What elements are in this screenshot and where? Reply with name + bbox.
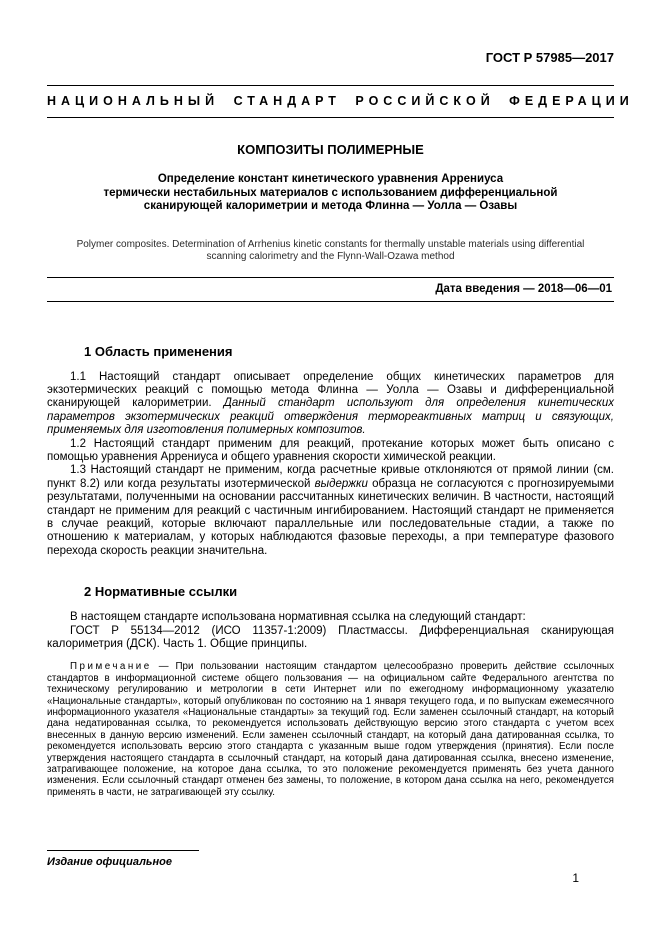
paragraph-1-1-italic: Данный стандарт используют для определения кинетических параметров экзотермических реакций отверждения термореактивных матриц и связующих, применяемых для изготовления полимерных композитов. <box>47 397 614 437</box>
title-russian-line-2: термически нестабильных материалов с использованием дифференциальной <box>103 186 558 199</box>
paragraph-1-3-part-b: образца не согласуются с прогнозируемыми результатами, полученными на основании рассчитанных кинетических величин. В частности, настоящий стандарт не применим для реакций с частичным ингибированием. Настоящий стандарт не применяется в случае реакций, которые включают параллельные или последовательные стадии, а также по отношению к материалам, у которых наблюдаются фазовые переходы, а при температуре фазового перехода скорость реакции значительна. <box>47 477 614 557</box>
paragraph-2-intro: В настоящем стандарте использована нормативная ссылка на следующий стандарт: <box>70 611 526 624</box>
title-english: Polymer composites. Determination of Arrhenius kinetic constants for thermally unstable materials using differential scanning calorimetry and the Flynn-Wall-Ozawa method <box>76 238 585 262</box>
page-number: 1 <box>572 871 579 885</box>
note-paragraph <box>47 661 614 798</box>
introduction-date: Дата введения — 2018—06—01 <box>435 282 612 295</box>
paragraph-1-1-normal: 1.1 Настоящий стандарт описывает определение общих кинетических параметров для экзотермических реакций с помощью метода Флинна — Уолла — Озавы и дифференциальной сканирующей калориметрии. <box>47 370 614 410</box>
paragraph-1-3-part-a: 1.3 Настоящий стандарт не применим, когда расчетные кривые отклоняются от прямой линии (см. пункт 8.2) или когда результаты изотермической <box>47 464 614 490</box>
section-2-heading: 2 Нормативные ссылки <box>84 584 238 600</box>
paragraph-2-reference: ГОСТ Р 55134—2012 (ИСО 11357-1:2009) Пластмассы. Дифференциальная сканирующая калориметрия (ДСК). Часть 1. Общие принципы. <box>47 624 614 650</box>
section-1-heading: 1 Область применения <box>84 343 233 359</box>
doc-number: ГОСТ Р 57985—2017 <box>485 50 614 65</box>
introduction-date-block <box>47 277 614 302</box>
official-edition-note: Издание официальное <box>47 856 172 868</box>
note-label: Примечание <box>70 661 152 673</box>
footer-divider <box>47 850 199 851</box>
paragraph-1-3-italic-word: выдержки <box>314 477 368 490</box>
paragraph-1-1 <box>47 371 614 438</box>
title-russian-line-1: Определение констант кинетического уравнения Аррениуса <box>157 173 504 185</box>
federation-line: НАЦИОНАЛЬНЫЙ СТАНДАРТ РОССИЙСКОЙ ФЕДЕРАЦИИ <box>47 94 634 108</box>
title-russian <box>47 173 614 214</box>
subject-title: КОМПОЗИТЫ ПОЛИМЕРНЫЕ <box>237 142 424 157</box>
title-russian-line-3: сканирующей калориметрии и метода Флинна — Уолла — Озавы <box>143 200 518 212</box>
paragraph-1-3 <box>47 464 614 558</box>
federation-banner <box>47 85 634 118</box>
paragraph-1-2: 1.2 Настоящий стандарт применим для реакций, протекание которых может быть описано с помощью уравнения Аррениуса и общего уравнения скорости химической реакции. <box>47 437 614 463</box>
note-text: — При пользовании настоящим стандартом целесообразно проверить действие ссылочных стандартов в информационной системе общего пользования — на официальном сайте Федерального агентства по техническому регулированию и метрологии в сети Интернет или по ежегодному информационному указателю «Национальные стандарты», который опубликован по состоянию на 1 января текущего года, и по выпускам ежемесячного информационного указателя «Национальные стандарты» за текущий год. Если заменен ссылочный стандарт, на который дана недатированная ссылка, то рекомендуется использовать действующую версию этого стандарта с учетом всех внесенных в данную версию изменений. Если заменен ссылочный стандарт, на который дана датированная ссылка, то рекомендуется использовать версию этого стандарта с указанным выше годом утверждения (принятия). Если после утверждения настоящего стандарта в ссылочный стандарт, на который дана датированная ссылка, внесено изменение, затрагивающее положение, на которое дана ссылка, то это положение рекомендуется применять без учета данного изменения. Если ссылочный стандарт отменен без замены, то положение, в котором дана ссылка на него, рекомендуется применять в части, не затрагивающей эту ссылку. <box>47 661 614 798</box>
footer <box>47 850 614 868</box>
